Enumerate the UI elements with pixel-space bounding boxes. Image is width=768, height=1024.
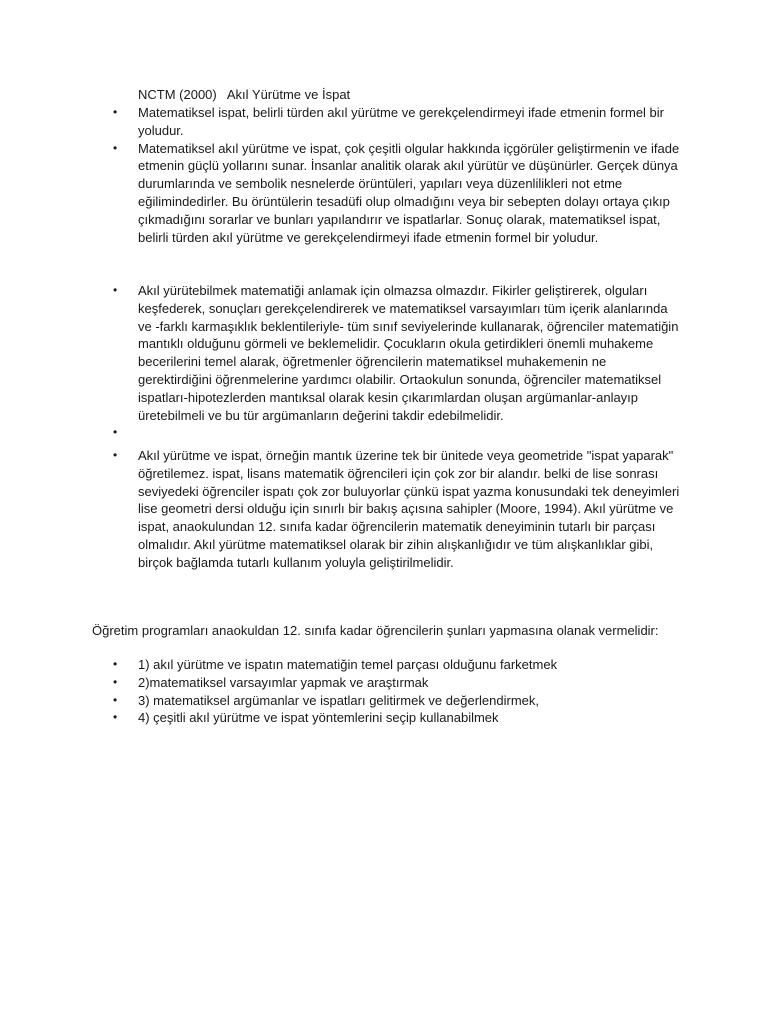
bullet-marker: • [113,140,118,155]
list-item [0,282,680,424]
bullet-marker: • [113,674,118,689]
list-item [0,656,680,674]
list-item [0,104,680,140]
list-item-text: 1) akıl yürütme ve ispatın matematiğin temel parçası olduğunu farketmek [138,657,558,672]
list-item-text: 4) çeşitli akıl yürütme ve ispat yöntemlerini seçip kullanabilmek [138,710,499,726]
bullet-marker: • [113,283,118,297]
bullet-list-bottom [0,656,680,727]
bullet-marker: • [113,425,118,440]
list-item-text: Matematiksel ispat, belirli türden akıl yürütme ve gerekçelendirmeyi ifade etmenin formel bir yoludur. [138,105,664,138]
list-item [0,424,680,447]
list-item [0,709,680,727]
list-item [0,692,680,710]
list-item-text: Akıl yürütme ve ispat, örneğin mantık üzerine tek bir ünitede veya geometride "ispat yaparak" öğretilemez. ispat, lisans matematik öğrencileri için çok zor bir alandır. belki de lise sonrası seviyedeki öğrenciler ispatı çok zor buluyorlar çünkü ispat yazma konusundaki tek deneyimleri lise geometri dersi olduğu için sınırlı bir bakış açısına sahipler (Moore, 1994). Akıl yürütme ve ispat, anaokulundan 12. sınıfa kadar öğrencilerin matematik deneyiminin tutarlı bir parçası olmalıdır. Akıl yürütme matematiksel olarak bir zihin alışkanlığıdır ve tüm alışkanlıklar gibi, birçok bağlamda tutarlı kullanım yoluyla geliştirilmelidir. [138,447,680,570]
bullet-marker: • [113,447,118,462]
bullet-marker: • [113,657,118,671]
list-item [0,447,680,572]
bullet-marker: • [113,710,118,725]
bullet-marker: • [113,105,118,119]
bullet-list-top [0,104,680,246]
body-paragraph: Öğretim programları anaokuldan 12. sınıfa kadar öğrencilerin şunları yapmasına olanak vermelidir: [92,623,659,638]
list-item [0,674,680,692]
list-item-text: 3) matematiksel argümanlar ve ispatları gelitirmek ve değerlendirmek, [138,692,539,708]
list-item-text: Matematiksel akıl yürütme ve ispat, çok çeşitli olgular hakkında içgörüler geliştirmenin ve ifade etmenin güçlü yollarını sunar. İnsanlar analitik olarak akıl yürütür ve düşünürler. Gerçek dünya durumlarında ve sembolik nesnelerde örüntüleri, yapıları veya düzenlilikleri not etme eğilimindedirler. Bu örüntülerin tesadüfi olup olmadığını veya bir sebepten dolayı ortaya çıkıp çıkmadığını sorarlar ve bunları yapılandırır ve ispatlarlar. Sonuç olarak, matematiksel ispat, belirli türden akıl yürütme ve gerekçelendirmeyi ifade etmenin formel bir yoludur. [138,140,680,245]
list-item-text: Akıl yürütebilmek matematiği anlamak için olmazsa olmazdır. Fikirler geliştirerek, olguları keşfederek, sonuçları gerekçelendirerek ve matematiksel varsayımları tüm içerik alanlarında ve -farklı karmaşıklık beklentileriyle- tüm sınıf seviyelerinde kullanarak, öğrenciler matematiğin mantıklı olduğunu görmeli ve beklemelidir. Çocukların okula getirdikleri önemli muhakeme becerilerini temel alarak, öğretmenler öğrencilerin matematiksel muhakemenin ne gerektirdiğini öğrenmelerine yardımcı olabilir. Ortaokulun sonunda, öğrenciler matematiksel ispatları-hipotezlerden mantıksal olarak kesin çıkarımlardan oluşan argümanlar-anlayıp üretebilmeli ve bu tür argümanların değerini takdir edebilmelidir. [138,283,679,423]
bullet-list-middle [0,282,680,572]
section-heading: NCTM (2000) Akıl Yürütme ve İspat [138,87,351,102]
bullet-marker: • [113,692,118,707]
list-item-text: 2)matematiksel varsayımlar yapmak ve araştırmak [138,674,429,690]
list-item [0,140,680,247]
